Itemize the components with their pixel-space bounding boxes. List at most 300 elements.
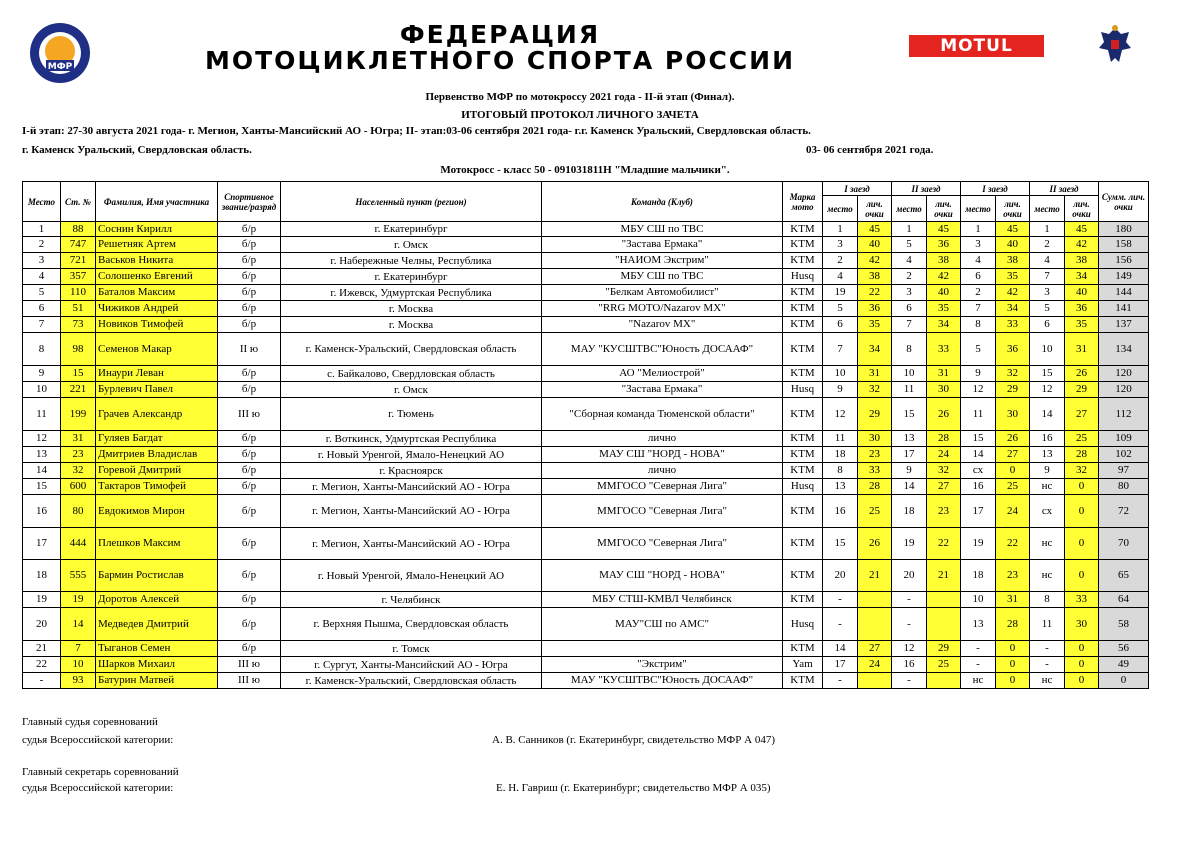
row-team: МАУ "КУСШТВС"Юность ДОСААФ" bbox=[542, 673, 783, 689]
table-row bbox=[23, 657, 1149, 673]
race1-place: 6 bbox=[823, 317, 858, 333]
race2-place: 10 bbox=[892, 366, 927, 382]
row-start-no: 98 bbox=[61, 333, 96, 366]
row-total: 49 bbox=[1099, 657, 1149, 673]
row-team: "Экстрим" bbox=[542, 657, 783, 673]
row-name: Батурин Матвей bbox=[96, 673, 218, 689]
table-row bbox=[23, 495, 1149, 528]
race1-place: 16 bbox=[823, 495, 858, 528]
row-place: 11 bbox=[23, 398, 61, 431]
race2-place: 7 bbox=[892, 317, 927, 333]
race4-points: 45 bbox=[1065, 222, 1099, 237]
row-total: 80 bbox=[1099, 479, 1149, 495]
row-rank: б/р bbox=[218, 222, 281, 237]
race1-points: 28 bbox=[858, 479, 892, 495]
race3-place: 7 bbox=[961, 301, 996, 317]
col-city: Населенный пункт (регион) bbox=[281, 182, 542, 222]
race1-points: 24 bbox=[858, 657, 892, 673]
row-rank: б/р bbox=[218, 463, 281, 479]
race1-place: 20 bbox=[823, 560, 858, 592]
race3-points: 23 bbox=[996, 560, 1030, 592]
sub-place: место bbox=[1030, 196, 1065, 222]
race4-place: 8 bbox=[1030, 592, 1065, 608]
row-start-no: 80 bbox=[61, 495, 96, 528]
row-total: 0 bbox=[1099, 673, 1149, 689]
race3-place: 12 bbox=[961, 382, 996, 398]
race3-points: 45 bbox=[996, 222, 1030, 237]
race3-place: 10 bbox=[961, 592, 996, 608]
race3-place: 16 bbox=[961, 479, 996, 495]
row-start-no: 32 bbox=[61, 463, 96, 479]
row-team: МАУ СШ "НОРД - НОВА" bbox=[542, 560, 783, 592]
race1-points: 30 bbox=[858, 431, 892, 447]
row-place: 4 bbox=[23, 269, 61, 285]
race2-place: 11 bbox=[892, 382, 927, 398]
race1-points bbox=[858, 592, 892, 608]
row-brand: Husq bbox=[783, 269, 823, 285]
row-name: Плешков Максим bbox=[96, 528, 218, 560]
race2-place: 3 bbox=[892, 285, 927, 301]
row-total: 149 bbox=[1099, 269, 1149, 285]
row-total: 134 bbox=[1099, 333, 1149, 366]
race1-place: 3 bbox=[823, 237, 858, 253]
race4-place: 11 bbox=[1030, 608, 1065, 641]
race2-points: 32 bbox=[927, 463, 961, 479]
row-brand: KTM bbox=[783, 673, 823, 689]
row-place: 22 bbox=[23, 657, 61, 673]
race3-place: 8 bbox=[961, 317, 996, 333]
row-start-no: 14 bbox=[61, 608, 96, 641]
row-team: "Застава Ермака" bbox=[542, 382, 783, 398]
row-place: 6 bbox=[23, 301, 61, 317]
race4-points: 32 bbox=[1065, 463, 1099, 479]
race2-place: 15 bbox=[892, 398, 927, 431]
race4-points: 0 bbox=[1065, 560, 1099, 592]
results-table bbox=[22, 181, 1149, 689]
race4-place: 5 bbox=[1030, 301, 1065, 317]
row-name: Евдокимов Мирон bbox=[96, 495, 218, 528]
row-start-no: 19 bbox=[61, 592, 96, 608]
race2-points: 27 bbox=[927, 479, 961, 495]
row-city: г. Верхняя Пышма, Свердловская область bbox=[281, 608, 542, 641]
row-team: МАУ"СШ по АМС" bbox=[542, 608, 783, 641]
race1-points: 38 bbox=[858, 269, 892, 285]
race1-place: 7 bbox=[823, 333, 858, 366]
row-city: г. Тюмень bbox=[281, 398, 542, 431]
race2-points: 29 bbox=[927, 641, 961, 657]
race4-points: 0 bbox=[1065, 657, 1099, 673]
race3-place: 1 bbox=[961, 222, 996, 237]
table-row bbox=[23, 253, 1149, 269]
race2-place: - bbox=[892, 608, 927, 641]
race4-points: 0 bbox=[1065, 479, 1099, 495]
race2-points: 40 bbox=[927, 285, 961, 301]
race1-points: 33 bbox=[858, 463, 892, 479]
race3-points: 29 bbox=[996, 382, 1030, 398]
row-city: г. Воткинск, Удмуртская Республика bbox=[281, 431, 542, 447]
race4-points: 0 bbox=[1065, 641, 1099, 657]
table-row bbox=[23, 301, 1149, 317]
race1-place: 18 bbox=[823, 447, 858, 463]
row-team: "Nazarov MX" bbox=[542, 317, 783, 333]
row-total: 102 bbox=[1099, 447, 1149, 463]
row-start-no: 600 bbox=[61, 479, 96, 495]
race2-points: 42 bbox=[927, 269, 961, 285]
race2-points: 33 bbox=[927, 333, 961, 366]
race3-place: нс bbox=[961, 673, 996, 689]
row-rank: б/р bbox=[218, 592, 281, 608]
row-place: 14 bbox=[23, 463, 61, 479]
row-city: г. Ижевск, Удмуртская Республика bbox=[281, 285, 542, 301]
row-city: г. Мегион, Ханты-Мансийский АО - Югра bbox=[281, 495, 542, 528]
col-race3: I заезд bbox=[961, 182, 1030, 196]
race4-points: 25 bbox=[1065, 431, 1099, 447]
race3-points: 32 bbox=[996, 366, 1030, 382]
col-place: Место bbox=[23, 182, 61, 222]
row-brand: Husq bbox=[783, 479, 823, 495]
row-total: 97 bbox=[1099, 463, 1149, 479]
row-name: Дмитриев Владислав bbox=[96, 447, 218, 463]
race4-place: 1 bbox=[1030, 222, 1065, 237]
race2-place: - bbox=[892, 592, 927, 608]
table-row bbox=[23, 382, 1149, 398]
race4-points: 35 bbox=[1065, 317, 1099, 333]
race3-points: 40 bbox=[996, 237, 1030, 253]
race3-points: 27 bbox=[996, 447, 1030, 463]
row-city: г. Омск bbox=[281, 237, 542, 253]
row-start-no: 15 bbox=[61, 366, 96, 382]
row-total: 109 bbox=[1099, 431, 1149, 447]
race1-points: 27 bbox=[858, 641, 892, 657]
race1-points: 32 bbox=[858, 382, 892, 398]
row-brand: KTM bbox=[783, 317, 823, 333]
row-name: Семенов Макар bbox=[96, 333, 218, 366]
row-name: Доротов Алексей bbox=[96, 592, 218, 608]
row-total: 112 bbox=[1099, 398, 1149, 431]
race3-points: 25 bbox=[996, 479, 1030, 495]
race1-place: 15 bbox=[823, 528, 858, 560]
race4-place: нс bbox=[1030, 528, 1065, 560]
row-rank: б/р bbox=[218, 641, 281, 657]
table-row bbox=[23, 463, 1149, 479]
row-rank: б/р bbox=[218, 317, 281, 333]
row-name: Бурлевич Павел bbox=[96, 382, 218, 398]
race1-points bbox=[858, 673, 892, 689]
race3-place: 14 bbox=[961, 447, 996, 463]
race3-points: 0 bbox=[996, 673, 1030, 689]
race3-place: 15 bbox=[961, 431, 996, 447]
row-rank: б/р bbox=[218, 301, 281, 317]
row-city: с. Байкалово, Свердловская область bbox=[281, 366, 542, 382]
row-place: 16 bbox=[23, 495, 61, 528]
row-total: 180 bbox=[1099, 222, 1149, 237]
venue: г. Каменск Уральский, Свердловская область. bbox=[22, 144, 252, 156]
race4-place: - bbox=[1030, 657, 1065, 673]
race2-place: 9 bbox=[892, 463, 927, 479]
row-place: 9 bbox=[23, 366, 61, 382]
row-start-no: 73 bbox=[61, 317, 96, 333]
row-brand: KTM bbox=[783, 528, 823, 560]
sub-points: лич. очки bbox=[996, 196, 1030, 222]
race2-place: 20 bbox=[892, 560, 927, 592]
row-place: 10 bbox=[23, 382, 61, 398]
row-start-no: 93 bbox=[61, 673, 96, 689]
row-city: г. Томск bbox=[281, 641, 542, 657]
race4-place: 13 bbox=[1030, 447, 1065, 463]
row-team: "Белкам Автомобилист" bbox=[542, 285, 783, 301]
race3-points: 24 bbox=[996, 495, 1030, 528]
race1-points: 25 bbox=[858, 495, 892, 528]
row-start-no: 747 bbox=[61, 237, 96, 253]
class-title: Мотокросс - класс 50 - 091031811Н "Младшие мальчики". bbox=[440, 164, 730, 176]
race4-points: 0 bbox=[1065, 673, 1099, 689]
row-city: г. Каменск-Уральский, Свердловская область bbox=[281, 333, 542, 366]
row-rank: б/р bbox=[218, 431, 281, 447]
row-city: г. Москва bbox=[281, 301, 542, 317]
race4-place: 3 bbox=[1030, 285, 1065, 301]
race4-points: 29 bbox=[1065, 382, 1099, 398]
row-rank: б/р bbox=[218, 608, 281, 641]
row-city: г. Омск bbox=[281, 382, 542, 398]
race4-place: 16 bbox=[1030, 431, 1065, 447]
row-start-no: 357 bbox=[61, 269, 96, 285]
row-name: Медведев Дмитрий bbox=[96, 608, 218, 641]
row-place: 19 bbox=[23, 592, 61, 608]
event-date: 03- 06 сентября 2021 года. bbox=[806, 144, 934, 156]
race2-place: 14 bbox=[892, 479, 927, 495]
row-place: 17 bbox=[23, 528, 61, 560]
race2-place: - bbox=[892, 673, 927, 689]
race1-place: 9 bbox=[823, 382, 858, 398]
row-place: - bbox=[23, 673, 61, 689]
race1-place: 10 bbox=[823, 366, 858, 382]
race3-place: 5 bbox=[961, 333, 996, 366]
row-rank: б/р bbox=[218, 528, 281, 560]
race2-points: 21 bbox=[927, 560, 961, 592]
race2-points: 30 bbox=[927, 382, 961, 398]
row-name: Инаури Леван bbox=[96, 366, 218, 382]
row-place: 1 bbox=[23, 222, 61, 237]
race1-points: 23 bbox=[858, 447, 892, 463]
col-race2: II заезд bbox=[892, 182, 961, 196]
row-brand: KTM bbox=[783, 253, 823, 269]
row-city: г. Набережные Челны, Республика bbox=[281, 253, 542, 269]
row-rank: б/р bbox=[218, 237, 281, 253]
race3-place: 4 bbox=[961, 253, 996, 269]
row-name: Солошенко Евгений bbox=[96, 269, 218, 285]
table-row bbox=[23, 398, 1149, 431]
race4-points: 40 bbox=[1065, 285, 1099, 301]
race2-points: 26 bbox=[927, 398, 961, 431]
row-start-no: 444 bbox=[61, 528, 96, 560]
sub-points: лич. очки bbox=[927, 196, 961, 222]
race3-place: 11 bbox=[961, 398, 996, 431]
race2-place: 19 bbox=[892, 528, 927, 560]
race2-points: 23 bbox=[927, 495, 961, 528]
row-team: МБУ СТШ-КМВЛ Челябинск bbox=[542, 592, 783, 608]
row-total: 58 bbox=[1099, 608, 1149, 641]
race3-points: 0 bbox=[996, 641, 1030, 657]
row-brand: KTM bbox=[783, 431, 823, 447]
race4-place: 2 bbox=[1030, 237, 1065, 253]
title-line-2: МОТОЦИКЛЕТНОГО СПОРТА РОССИИ bbox=[204, 46, 795, 75]
race3-points: 26 bbox=[996, 431, 1030, 447]
row-place: 18 bbox=[23, 560, 61, 592]
row-start-no: 110 bbox=[61, 285, 96, 301]
row-name: Соснин Кирилл bbox=[96, 222, 218, 237]
row-city: г. Красноярск bbox=[281, 463, 542, 479]
row-brand: KTM bbox=[783, 495, 823, 528]
race2-place: 12 bbox=[892, 641, 927, 657]
race4-place: 4 bbox=[1030, 253, 1065, 269]
race2-place: 2 bbox=[892, 269, 927, 285]
race2-place: 17 bbox=[892, 447, 927, 463]
race3-place: 3 bbox=[961, 237, 996, 253]
col-team: Команда (Клуб) bbox=[542, 182, 783, 222]
row-brand: KTM bbox=[783, 301, 823, 317]
row-team: ММГОСО "Северная Лига" bbox=[542, 479, 783, 495]
row-brand: KTM bbox=[783, 560, 823, 592]
row-start-no: 88 bbox=[61, 222, 96, 237]
race3-points: 34 bbox=[996, 301, 1030, 317]
race2-points: 22 bbox=[927, 528, 961, 560]
row-city: г. Каменск-Уральский, Свердловская область bbox=[281, 673, 542, 689]
row-name: Баталов Максим bbox=[96, 285, 218, 301]
row-total: 120 bbox=[1099, 366, 1149, 382]
race3-place: 13 bbox=[961, 608, 996, 641]
row-total: 70 bbox=[1099, 528, 1149, 560]
race4-place: сх bbox=[1030, 495, 1065, 528]
row-brand: KTM bbox=[783, 398, 823, 431]
race4-place: 15 bbox=[1030, 366, 1065, 382]
row-place: 15 bbox=[23, 479, 61, 495]
race3-place: 6 bbox=[961, 269, 996, 285]
row-place: 2 bbox=[23, 237, 61, 253]
race4-place: 6 bbox=[1030, 317, 1065, 333]
race4-points: 42 bbox=[1065, 237, 1099, 253]
row-place: 8 bbox=[23, 333, 61, 366]
row-name: Решетняк Артем bbox=[96, 237, 218, 253]
table-row bbox=[23, 479, 1149, 495]
col-total: Сумм. лич. очки bbox=[1099, 182, 1149, 222]
table-row bbox=[23, 673, 1149, 689]
race4-place: 12 bbox=[1030, 382, 1065, 398]
sub-points: лич. очки bbox=[858, 196, 892, 222]
race2-points: 36 bbox=[927, 237, 961, 253]
race4-place: - bbox=[1030, 641, 1065, 657]
table-row bbox=[23, 333, 1149, 366]
race1-place: 5 bbox=[823, 301, 858, 317]
sub-place: место bbox=[892, 196, 927, 222]
row-rank: III ю bbox=[218, 673, 281, 689]
race4-points: 34 bbox=[1065, 269, 1099, 285]
race2-place: 18 bbox=[892, 495, 927, 528]
col-brand: Марка мото bbox=[783, 182, 823, 222]
secretary-name: Е. Н. Гавриш (г. Екатеринбург; свидетельство МФР А 035) bbox=[496, 782, 771, 794]
row-brand: KTM bbox=[783, 222, 823, 237]
row-start-no: 31 bbox=[61, 431, 96, 447]
sponsor-logo: MOTUL bbox=[909, 35, 1044, 57]
row-total: 141 bbox=[1099, 301, 1149, 317]
race1-place: 17 bbox=[823, 657, 858, 673]
row-rank: б/р bbox=[218, 366, 281, 382]
race2-points: 35 bbox=[927, 301, 961, 317]
row-start-no: 7 bbox=[61, 641, 96, 657]
row-city: г. Мегион, Ханты-Мансийский АО - Югра bbox=[281, 479, 542, 495]
judge-category: судья Всероссийской категории: bbox=[22, 734, 174, 746]
race1-place: 19 bbox=[823, 285, 858, 301]
row-brand: KTM bbox=[783, 447, 823, 463]
row-city: г. Екатеринбург bbox=[281, 269, 542, 285]
race3-points: 0 bbox=[996, 657, 1030, 673]
row-rank: б/р bbox=[218, 479, 281, 495]
race2-place: 4 bbox=[892, 253, 927, 269]
race3-points: 42 bbox=[996, 285, 1030, 301]
race3-points: 0 bbox=[996, 463, 1030, 479]
row-team: ММГОСО "Северная Лига" bbox=[542, 528, 783, 560]
row-total: 144 bbox=[1099, 285, 1149, 301]
race1-place: - bbox=[823, 673, 858, 689]
title-line-1: ФЕДЕРАЦИЯ bbox=[399, 20, 601, 49]
race1-points: 35 bbox=[858, 317, 892, 333]
race4-place: нс bbox=[1030, 560, 1065, 592]
race2-points bbox=[927, 592, 961, 608]
judge-name: А. В. Санников (г. Екатеринбург, свидетельство МФР А 047) bbox=[492, 734, 775, 746]
race3-place: 19 bbox=[961, 528, 996, 560]
race4-place: нс bbox=[1030, 673, 1065, 689]
race4-place: 9 bbox=[1030, 463, 1065, 479]
table-row bbox=[23, 528, 1149, 560]
race4-place: 7 bbox=[1030, 269, 1065, 285]
row-rank: б/р bbox=[218, 285, 281, 301]
race2-points: 28 bbox=[927, 431, 961, 447]
table-row bbox=[23, 285, 1149, 301]
row-place: 7 bbox=[23, 317, 61, 333]
protocol-title: ИТОГОВЫЙ ПРОТОКОЛ ЛИЧНОГО ЗАЧЕТА bbox=[461, 109, 699, 121]
race1-place: 11 bbox=[823, 431, 858, 447]
row-rank: б/р bbox=[218, 269, 281, 285]
race2-place: 16 bbox=[892, 657, 927, 673]
row-team: "Застава Ермака" bbox=[542, 237, 783, 253]
race2-place: 1 bbox=[892, 222, 927, 237]
row-team: АО "Мелиострой" bbox=[542, 366, 783, 382]
row-rank: б/р bbox=[218, 382, 281, 398]
row-total: 56 bbox=[1099, 641, 1149, 657]
race2-points: 45 bbox=[927, 222, 961, 237]
row-total: 120 bbox=[1099, 382, 1149, 398]
race3-points: 30 bbox=[996, 398, 1030, 431]
race3-points: 38 bbox=[996, 253, 1030, 269]
secretary-title: Главный секретарь соревнований bbox=[22, 766, 179, 778]
race1-place: 12 bbox=[823, 398, 858, 431]
row-rank: б/р bbox=[218, 560, 281, 592]
race1-points bbox=[858, 608, 892, 641]
row-name: Тыганов Семен bbox=[96, 641, 218, 657]
race4-points: 0 bbox=[1065, 528, 1099, 560]
stages-info: I-й этап: 27-30 августа 2021 года- г. Мегион, Ханты-Мансийский АО - Югра; II- этап:03-06 сентября 2021 года- г.г. Каменск Уральский, Свердловская область. bbox=[22, 125, 811, 137]
race1-points: 40 bbox=[858, 237, 892, 253]
row-start-no: 721 bbox=[61, 253, 96, 269]
row-team: "Сборная команда Тюменской области" bbox=[542, 398, 783, 431]
secretary-category: судья Всероссийской категории: bbox=[22, 782, 174, 794]
race3-points: 22 bbox=[996, 528, 1030, 560]
race4-points: 38 bbox=[1065, 253, 1099, 269]
table-row bbox=[23, 317, 1149, 333]
row-team: лично bbox=[542, 463, 783, 479]
race3-points: 35 bbox=[996, 269, 1030, 285]
race1-points: 34 bbox=[858, 333, 892, 366]
col-start-no: Ст. № bbox=[61, 182, 96, 222]
